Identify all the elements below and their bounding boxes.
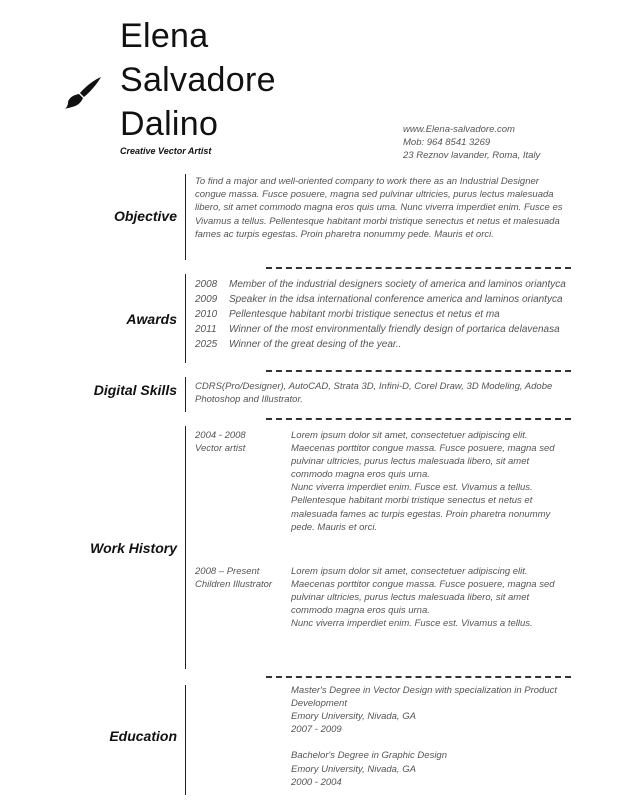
objective-line: fames ac turpis egestas. Proin pharetra nonummy pede. Mauris et orci. — [195, 228, 494, 240]
dashed-separator — [266, 418, 571, 420]
job-line: Maecenas porttitor congue massa. Fusce posuere, magna sed — [291, 579, 555, 591]
job-line: commodo magna eros quis urna. — [291, 605, 430, 617]
paintbrush-icon — [64, 76, 102, 110]
phone-number: Mob: 964 8541 3269 — [403, 137, 491, 148]
job-meta — [195, 565, 272, 591]
job-line: pulvinar ultricies, purus lectus malesuada libero, sit amet — [291, 456, 530, 468]
section-divider-objective — [185, 174, 186, 260]
job-role: Vector artist — [195, 443, 246, 454]
skills-line: Photoshop and Illustrator. — [195, 394, 303, 405]
job-line: Nunc viverra imperdiet enim. Fusce est. Vivamus a tellus. — [291, 482, 533, 494]
award-text: Winner of the great desing of the year.. — [229, 339, 402, 350]
objective-line: libero, sit amet commodo magna eros quis uma. Nunc viverra imperdiet enim. Fusce es — [195, 202, 563, 214]
job-line: malesuada fames ac turpis egestas. Proin pharetra nonummy — [291, 508, 551, 520]
award-year: 2010 — [195, 309, 218, 320]
education-line: Development — [291, 698, 347, 710]
job-description — [291, 429, 571, 534]
award-item — [195, 277, 571, 292]
objective-line: congue massa. Fusce posuere, magna sed pulvinar ultricies, purus lectus malesuada — [195, 189, 554, 201]
section-label-work-history: Work History — [90, 540, 177, 556]
section-label-awards: Awards — [126, 311, 177, 327]
job-line: pede. Mauris et orci. — [291, 521, 378, 533]
objective-line: To find a major and well-oriented company to work there as an Industrial Designer — [195, 176, 539, 187]
award-text: Pellentesque habitant morbi tristique senectus et netus et ma — [229, 309, 500, 320]
section-divider-work-history — [185, 426, 186, 669]
award-item — [195, 322, 571, 337]
job-line: pulvinar ultricies, purus lectus malesuada libero, sit amet — [291, 592, 530, 604]
job-meta — [195, 429, 246, 455]
section-divider-skills — [185, 377, 186, 412]
award-item — [195, 292, 571, 307]
section-divider-education — [185, 685, 186, 795]
job-period: 2004 - 2008 — [195, 430, 246, 441]
job-line: Lorem ipsum dolor sit amet, consectetuer adipiscing elit. — [291, 566, 528, 577]
skills-line: CDRS(Pro/Designer), AutoCAD, Strata 3D, Infini-D, Corel Draw, 3D Modeling, Adobe — [195, 381, 553, 392]
section-label-objective: Objective — [113, 208, 177, 224]
section-label-skills: Digital Skills — [93, 382, 177, 398]
award-year: 2011 — [195, 324, 217, 335]
education-text — [291, 684, 576, 789]
job-line: Nunc viverra imperdiet enim. Fusce est. Vivamus a tellus. — [291, 618, 533, 630]
dashed-separator — [266, 370, 571, 372]
name-line-last: Dalino — [120, 105, 219, 143]
job-period: 2008 – Present — [195, 566, 260, 577]
job-line: Pellentesque habitant morbi tristique senectus et netus et — [291, 495, 533, 507]
award-item — [195, 337, 571, 352]
job-line: Maecenas porttitor congue massa. Fusce posuere, magna sed — [291, 443, 555, 455]
section-divider-awards — [185, 274, 186, 363]
objective-line: Vivamus a tellus. Pellentesque habitant morbi tristique senectus et netus et malesuada — [195, 215, 560, 227]
skills-text — [195, 380, 571, 406]
award-year: 2009 — [195, 294, 218, 305]
award-year: 2025 — [195, 339, 218, 350]
name-line-first: Elena — [120, 17, 209, 55]
dashed-separator — [266, 676, 571, 678]
name-line-middle: Salvadore — [120, 61, 276, 99]
education-line: Bachelor's Degree in Graphic Design — [291, 750, 448, 762]
address: 23 Reznov lavander, Roma, Italy — [403, 150, 541, 161]
award-text: Winner of the most environmentally friendly design of portarica delavenasa — [229, 324, 560, 335]
education-line: 2000 - 2004 — [291, 776, 342, 788]
applicant-name — [120, 14, 276, 146]
contact-block — [403, 123, 540, 162]
education-line: Emory University, Nivada, GA — [291, 711, 416, 723]
objective-text — [195, 175, 571, 241]
section-label-education: Education — [109, 728, 177, 744]
award-item — [195, 307, 571, 322]
education-line — [291, 736, 576, 749]
website-link[interactable]: www.Elena-salvadore.com — [403, 124, 515, 135]
awards-list — [195, 277, 571, 352]
award-text: Speaker in the idsa international conference america and laminos oriantyca — [229, 294, 563, 305]
job-line: Lorem ipsum dolor sit amet, consectetuer adipiscing elit. — [291, 430, 528, 441]
tagline: Creative Vector Artist — [120, 146, 212, 156]
education-line: 2007 - 2009 — [291, 724, 342, 736]
education-line: Master's Degree in Vector Design with specialization in Product — [291, 685, 557, 696]
job-role: Children Illustrator — [195, 579, 273, 590]
job-line: commodo magna eros quis urna. — [291, 469, 430, 481]
award-year: 2008 — [195, 279, 218, 290]
dashed-separator — [266, 267, 571, 269]
award-text: Member of the industrial designers society of america and laminos oriantyca — [229, 279, 566, 290]
education-line: Emory University, Nivada, GA — [291, 763, 416, 775]
job-description — [291, 565, 571, 630]
